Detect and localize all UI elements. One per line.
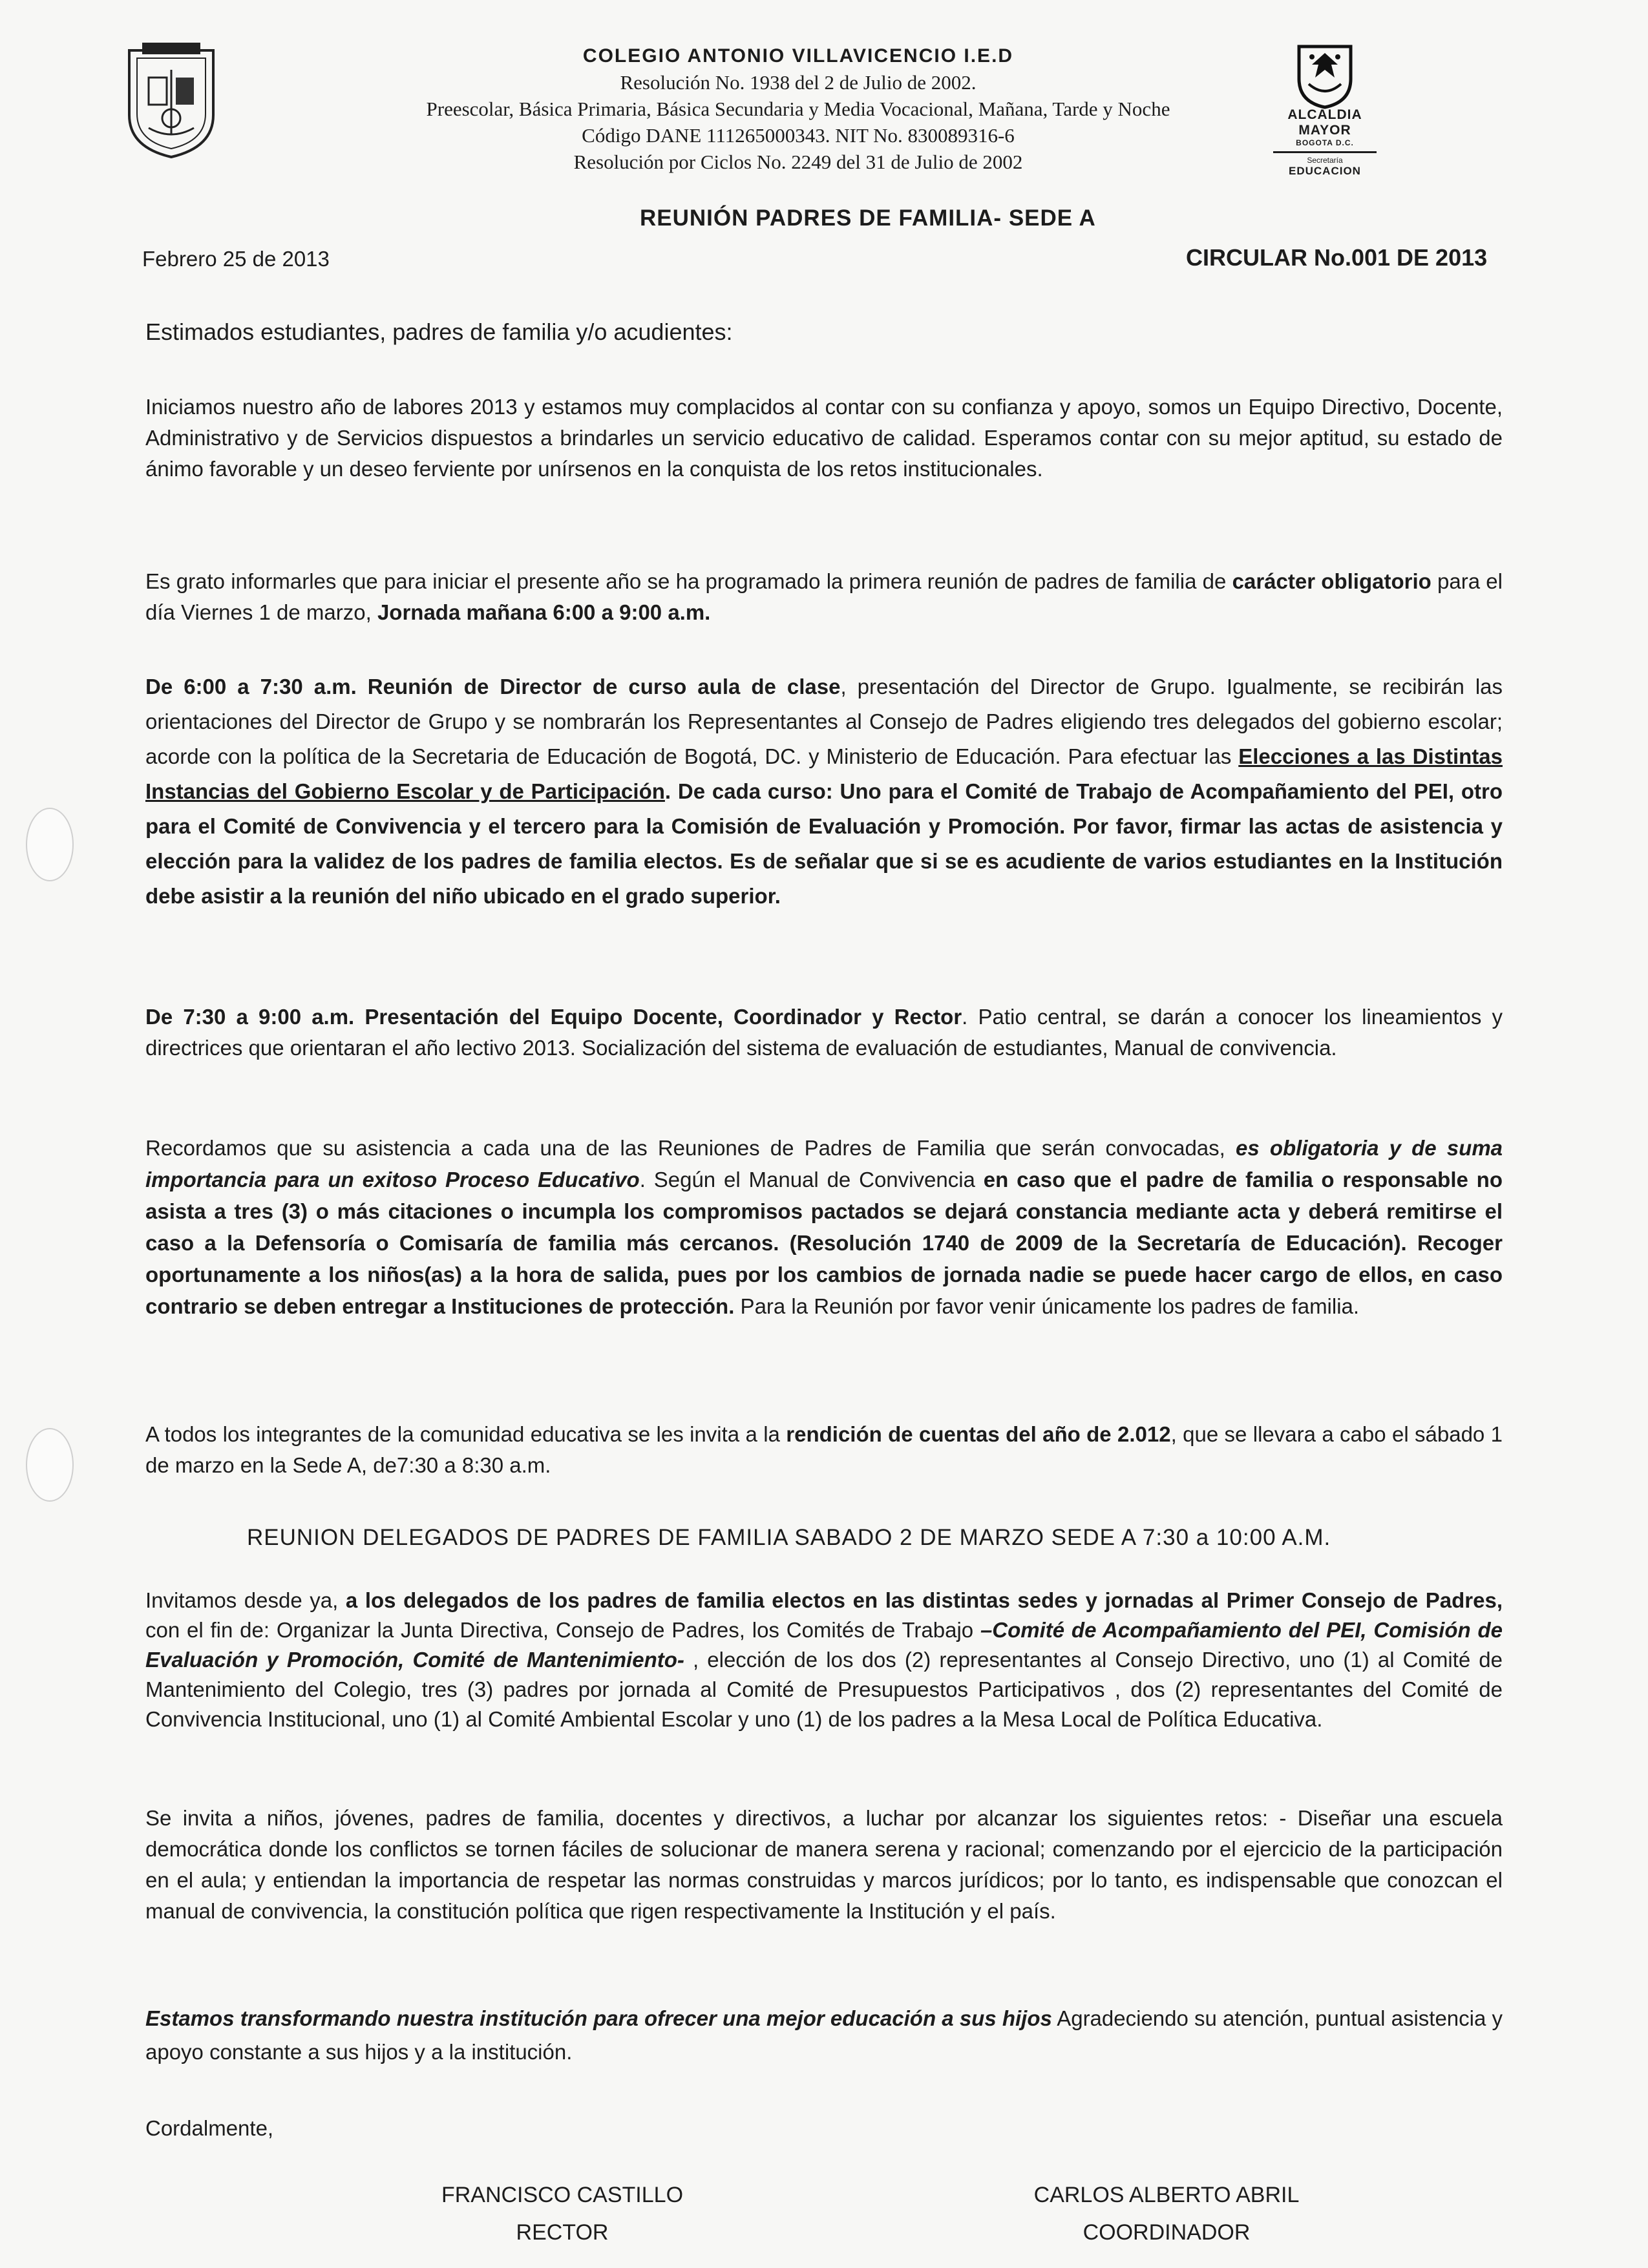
delegates-meeting-title: REUNION DELEGADOS DE PADRES DE FAMILIA SABADO 2 DE MARZO SEDE A 7:30 a 10:00 A.M. — [247, 1525, 1331, 1550]
p5-text-d: . Según el Manual de Convivencia — [639, 1168, 984, 1192]
signature-name: FRANCISCO CASTILLO — [441, 2183, 684, 2207]
signature-role: RECTOR — [516, 2220, 609, 2245]
p9-text-a: Estamos transformando nuestra institución para ofrecer una mejor educación a sus hijos — [145, 2006, 1052, 2030]
logo-text-secretaria: Secretaría — [1307, 156, 1343, 165]
codes-line: Código DANE 111265000343. NIT No. 830089316-6 — [582, 124, 1015, 147]
cycles-line: Resolución por Ciclos No. 2249 del 31 de Julio de 2002 — [573, 151, 1023, 173]
paragraph-accountability — [145, 1419, 1503, 1481]
paragraph-attendance — [145, 1132, 1503, 1322]
p7-text-d: –Comité de Acompañamiento del PEI, Comisión de Evaluación y Promoción, Comité de Mantenimiento- — [145, 1618, 1503, 1672]
levels-line: Preescolar, Básica Primaria, Básica Secundaria y Media Vocacional, Mañana, Tarde y Noche — [426, 98, 1170, 120]
greeting: Estimados estudiantes, padres de familia y/o acudientes: — [145, 319, 733, 345]
closing-salutation: Cordalmente, — [145, 2116, 274, 2140]
punch-hole — [26, 808, 74, 881]
resolution-line: Resolución No. 1938 del 2 de Julio de 2002. — [620, 71, 977, 94]
paragraph-closing — [145, 2002, 1503, 2069]
p6-text-b: rendición de cuentas del año de 2.012 — [786, 1422, 1171, 1446]
signature-rector — [362, 2176, 763, 2251]
paragraph-delegates — [145, 1586, 1503, 1734]
p4-text-b: . Patio central, se darán a conocer los lineamientos y directrices que orientaran el año lectivo 2013. Socialización del sistema de evaluación de estudiantes, Manual de convivencia. — [145, 1005, 1503, 1060]
signature-coordinator — [966, 2176, 1367, 2251]
document-title: REUNIÓN PADRES DE FAMILIA- SEDE A — [640, 205, 1096, 231]
p2-text-d: Jornada mañana 6:00 a 9:00 a.m. — [377, 600, 711, 624]
p7-text-a: Invitamos desde ya, — [145, 1588, 346, 1612]
p3-text-a: De 6:00 a 7:30 a.m. Reunión de Director de curso aula de clase — [145, 675, 841, 698]
p5-text-a: Recordamos que su asistencia a cada una de las Reuniones de Padres de Familia que serán convocadas, — [145, 1136, 1236, 1160]
p3-text-b: , presentación del Director de Grupo. Igualmente, se recibirán las orientaciones del Director de Grupo y se nombrarán los Representantes al Consejo de Padres eligiendo tres delegados del gobierno escolar; acorde con la política de la Secretaria de Educación de Bogotá, DC. y Ministerio de Educación. Para efectuar las — [145, 675, 1503, 768]
paragraph-intro: Iniciamos nuestro año de labores 2013 y estamos muy complacidos al contar con su confianza y apoyo, somos un Equipo Directivo, Docente, Administrativo y de Servicios dispuestos a brindarles un servicio educativo de calidad. Esperamos contar con su mejor aptitud, su estado de ánimo favorable y un deseo ferviente por unírsenos en la conquista de los retos institucionales. — [145, 395, 1503, 481]
p7-text-b: a los delegados de los padres de familia electos en las distintas sedes y jornadas al Primer Consejo de Padres, — [345, 1588, 1503, 1612]
p9-text-b: Agradeciendo su atención, puntual asistencia y apoyo constante a sus hijos y a la institución. — [145, 2006, 1503, 2064]
paragraph-challenges: Se invita a niños, jóvenes, padres de familia, docentes y directivos, a luchar por alcanzar los siguientes retos: - Diseñar una escuela democrática donde los conflictos se tornen fáciles de solucionar de manera serena y racional; comenzando por el ejercicio de la participación en el aula; y entiendan la importancia de respetar las normas construidas y marcos jurídicos; por lo tanto, es indispensable que conozcan el manual de convivencia, la constitución política que rigen respectivamente la Institución y el país. — [145, 1806, 1503, 1923]
letterhead — [362, 43, 1234, 175]
date: Febrero 25 de 2013 — [142, 247, 330, 271]
logo-divider — [1273, 151, 1377, 153]
alcaldia-bogota-logo — [1267, 39, 1383, 177]
logo-text-educacion: EDUCACION — [1289, 165, 1361, 177]
paragraph-meeting-date — [145, 566, 1503, 628]
p5-text-f: Para la Reunión por favor venir únicamente los padres de familia. — [734, 1294, 1360, 1318]
p6-text-c: , que se llevara a cabo el sábado 1 de marzo en la Sede A, de7:30 a 8:30 a.m. — [145, 1422, 1503, 1477]
p2-text-a: Es grato informarles que para iniciar el presente año se ha programado la primera reunión de padres de familia de — [145, 569, 1232, 593]
p7-text-e: , elección de los dos (2) representantes al Consejo Directivo, uno (1) al Comité de Mantenimiento del Colegio, tres (3) padres por jornada al Comité de Presupuestos Participativos , dos (2) representantes del Comité de Convivencia Institucional, uno (1) al Comité Ambiental Escolar y uno (1) de los padres a la Mesa Local de Política Educativa. — [145, 1648, 1503, 1731]
p5-text-e: en caso que el padre de familia o responsable no asista a tres (3) o más citaciones o incumpla los compromisos pactados se dejará constancia mediante acta y deberá remitirse el caso a la Defensoría o Comisaría de familia más cercanos. (Resolución 1740 de 2009 de la Secretaría de Educación). Recoger oportunamente a los niños(as) a la hora de salida, pues por los cambios de jornada nadie se puede hacer cargo de ellos, en caso contrario se deben entregar a Instituciones de protección. — [145, 1168, 1503, 1318]
p2-text-b: carácter obligatorio — [1232, 569, 1431, 593]
paragraph-staff-presentation — [145, 1002, 1503, 1064]
p7-text-c: con el fin de: Organizar la Junta Directiva, Consejo de Padres, los Comités de Trabajo — [145, 1618, 980, 1642]
signature-name: CARLOS ALBERTO ABRIL — [1033, 2183, 1300, 2207]
p5-text-c: obligatoria y de suma importancia para un exitoso Proceso Educativo — [145, 1136, 1503, 1192]
school-name: COLEGIO ANTONIO VILLAVICENCIO I.E.D — [582, 45, 1014, 67]
circular-number: CIRCULAR No.001 DE 2013 — [1186, 244, 1488, 271]
logo-text-alcaldia: ALCALDIA MAYOR — [1287, 107, 1362, 138]
signature-role: COORDINADOR — [1083, 2220, 1251, 2245]
p3-text-c: Elecciones a las Distintas Instancias del Gobierno Escolar y de Participación — [145, 744, 1503, 803]
paragraph-director-meeting — [145, 669, 1503, 914]
p4-text-a: De 7:30 a 9:00 a.m. Presentación del Equipo Docente, Coordinador y Rector — [145, 1005, 962, 1029]
p5-text-b: es — [1235, 1136, 1260, 1160]
logo-text-bogota: BOGOTA D.C. — [1296, 138, 1354, 147]
school-crest-logo — [123, 37, 220, 160]
punch-hole — [26, 1428, 74, 1502]
p3-text-d: . De cada curso: Uno para el Comité de Trabajo de Acompañamiento del PEI, otro para el Comité de Convivencia y el tercero para la Comisión de Evaluación y Promoción. Por favor, firmar las actas de asistencia y elección para la validez de los padres de familia electos. Es de señalar que si se es acudiente de varios estudiantes en la Institución debe asistir a la reunión del niño ubicado en el grado superior. — [145, 779, 1503, 908]
p2-text-c: para el día Viernes 1 de marzo, — [145, 569, 1503, 624]
p6-text-a: A todos los integrantes de la comunidad educativa se les invita a la — [145, 1422, 787, 1446]
